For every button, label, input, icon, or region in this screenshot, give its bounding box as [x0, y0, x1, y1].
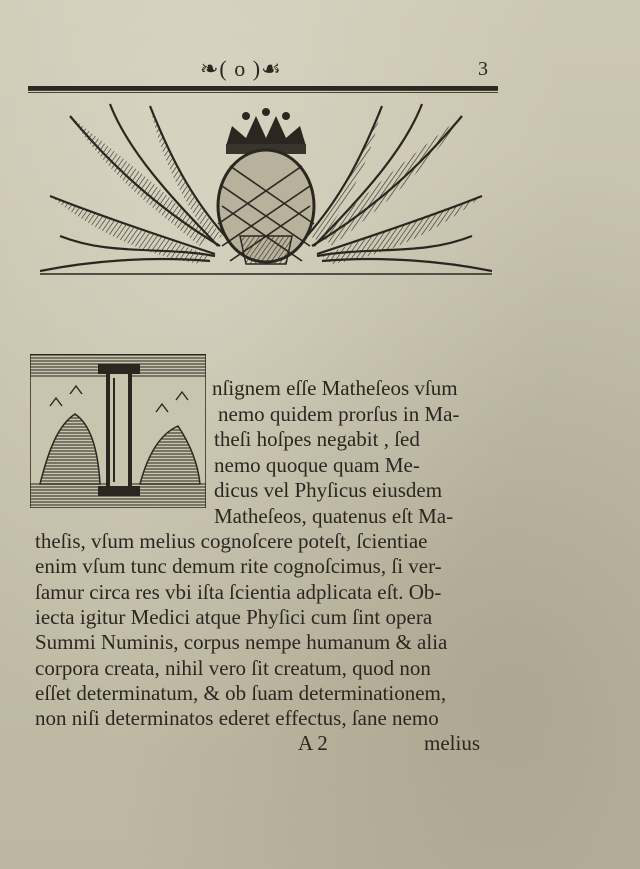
catchword: melius [424, 731, 480, 755]
body-line: dicus vel Phyſicus eiusdem [214, 478, 443, 502]
woodcut-initial-i [30, 354, 206, 508]
header-rule-thin [28, 92, 498, 93]
body-line: iecta igitur Medici atque Phyſici cum ſint opera [35, 605, 433, 629]
body-line: ſamur circa res vbi iſta ſcientia adplicata eſt. Ob- [35, 580, 442, 604]
body-line: nſignem eſſe Matheſeos vſum [212, 376, 458, 400]
page-header [60, 56, 500, 86]
body-line: eſſet determinatum, & ob ſuam determinationem, [35, 681, 447, 705]
running-head: ❧( o )☙ [200, 56, 282, 81]
body-line: corpora creata, nihil vero ſit creatum, quod non [35, 656, 431, 680]
body-line: enim vſum tunc demum rite cognoſcimus, ſi ver- [35, 554, 442, 578]
crown-icon [226, 108, 306, 154]
body-line: Matheſeos, quatenus eſt Ma- [214, 504, 454, 528]
body-line: nemo quidem prorſus in Ma- [218, 402, 460, 426]
body-line: theſi hoſpes negabit , ſed [214, 427, 420, 451]
body-line: Summi Numinis, corpus nempe humanum & alia [35, 630, 448, 654]
header-rule [28, 86, 498, 91]
pineapple-fruit-icon [218, 150, 314, 264]
body-line: theſis, vſum melius cognoſcere poteſt, ſcientiae [35, 529, 428, 553]
crown-ornament-headpiece [40, 96, 492, 276]
body-line: nemo quoque quam Me- [214, 453, 420, 477]
body-line: non niſi determinatos ederet effectus, ſane nemo [35, 706, 439, 730]
page-number: 3 [478, 58, 488, 80]
signature-mark: A 2 [298, 731, 328, 755]
